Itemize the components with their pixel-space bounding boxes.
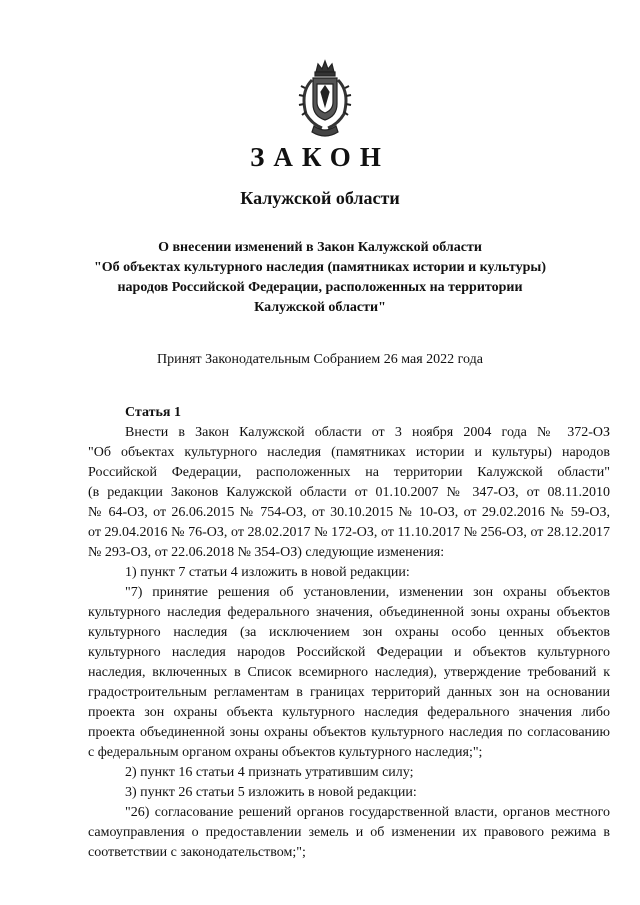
- body-line: проекта объединенной зоны охраны объектов культурного наследия по согласованию: [88, 725, 610, 740]
- body-line: соответствии с законодательством;";: [88, 845, 306, 860]
- law-heading: [0, 238, 640, 318]
- body-line: проекта зон охраны объекта культурного наследия федерального значения либо: [88, 705, 610, 720]
- body-line: "Об объектах культурного наследия (памятниках истории и культуры) народов: [88, 445, 610, 460]
- article-body: [88, 423, 610, 863]
- body-line: Российской Федерации, расположенных на территории Калужской области": [88, 465, 610, 480]
- body-line: наследия, включенных в Список всемирного наследия), утверждение требований к: [88, 665, 610, 680]
- body-line: № 64-ОЗ, от 26.06.2015 № 754-ОЗ, от 30.10.2015 № 10-ОЗ, от 29.02.2016 № 59-ОЗ,: [88, 505, 610, 520]
- body-line: с федеральным органом охраны объектов культурного наследия;";: [88, 745, 483, 760]
- heading-line: О внесении изменений в Закон Калужской области: [158, 240, 482, 255]
- document-title: ЗАКОН: [250, 142, 390, 172]
- body-line: "26) согласование решений органов государственной власти, органов местного: [125, 805, 610, 820]
- body-line: 2) пункт 16 статьи 4 признать утратившим силу;: [125, 765, 414, 780]
- document-subtitle: Калужской области: [240, 188, 400, 208]
- body-line: № 293-ОЗ, от 22.06.2018 № 354-ОЗ) следующие изменения:: [88, 545, 445, 560]
- body-line: градостроительным регламентам в границах территорий данных зон на основании: [88, 685, 610, 700]
- heading-line: народов Российской Федерации, расположенных на территории: [117, 280, 523, 295]
- body-line: от 29.04.2016 № 76-ОЗ, от 28.02.2017 № 172-ОЗ, от 11.10.2017 № 256-ОЗ, от 28.12.2017: [88, 525, 610, 540]
- body-line: культурного наследия народов Российской Федерации и объектов культурного: [88, 645, 610, 660]
- body-line: самоуправления о предоставлении земель и об изменении их правового режима в: [88, 825, 610, 840]
- body-line: 1) пункт 7 статьи 4 изложить в новой редакции:: [125, 565, 410, 580]
- body-line: 3) пункт 26 статьи 5 изложить в новой редакции:: [125, 785, 417, 800]
- adoption-note: Принят Законодательным Собранием 26 мая 2022 года: [157, 352, 483, 367]
- heading-line: "Об объектах культурного наследия (памятниках истории и культуры): [94, 260, 546, 275]
- heading-line: Калужской области": [254, 300, 386, 315]
- coat-of-arms-emblem: [296, 58, 354, 140]
- body-line: "7) принятие решения об установлении, изменении зон охраны объектов: [125, 585, 610, 600]
- body-line: культурного наследия (за исключением зон охраны особо ценных объектов: [88, 625, 610, 640]
- body-line: (в редакции Законов Калужской области от 01.10.2007 № 347-ОЗ, от 08.11.2010: [88, 485, 610, 500]
- article-heading: Статья 1: [125, 405, 181, 420]
- body-line: Внести в Закон Калужской области от 3 ноября 2004 года № 372-ОЗ: [125, 425, 610, 440]
- body-line: культурного наследия федерального значения, объединенной зоны охраны объектов: [88, 605, 610, 620]
